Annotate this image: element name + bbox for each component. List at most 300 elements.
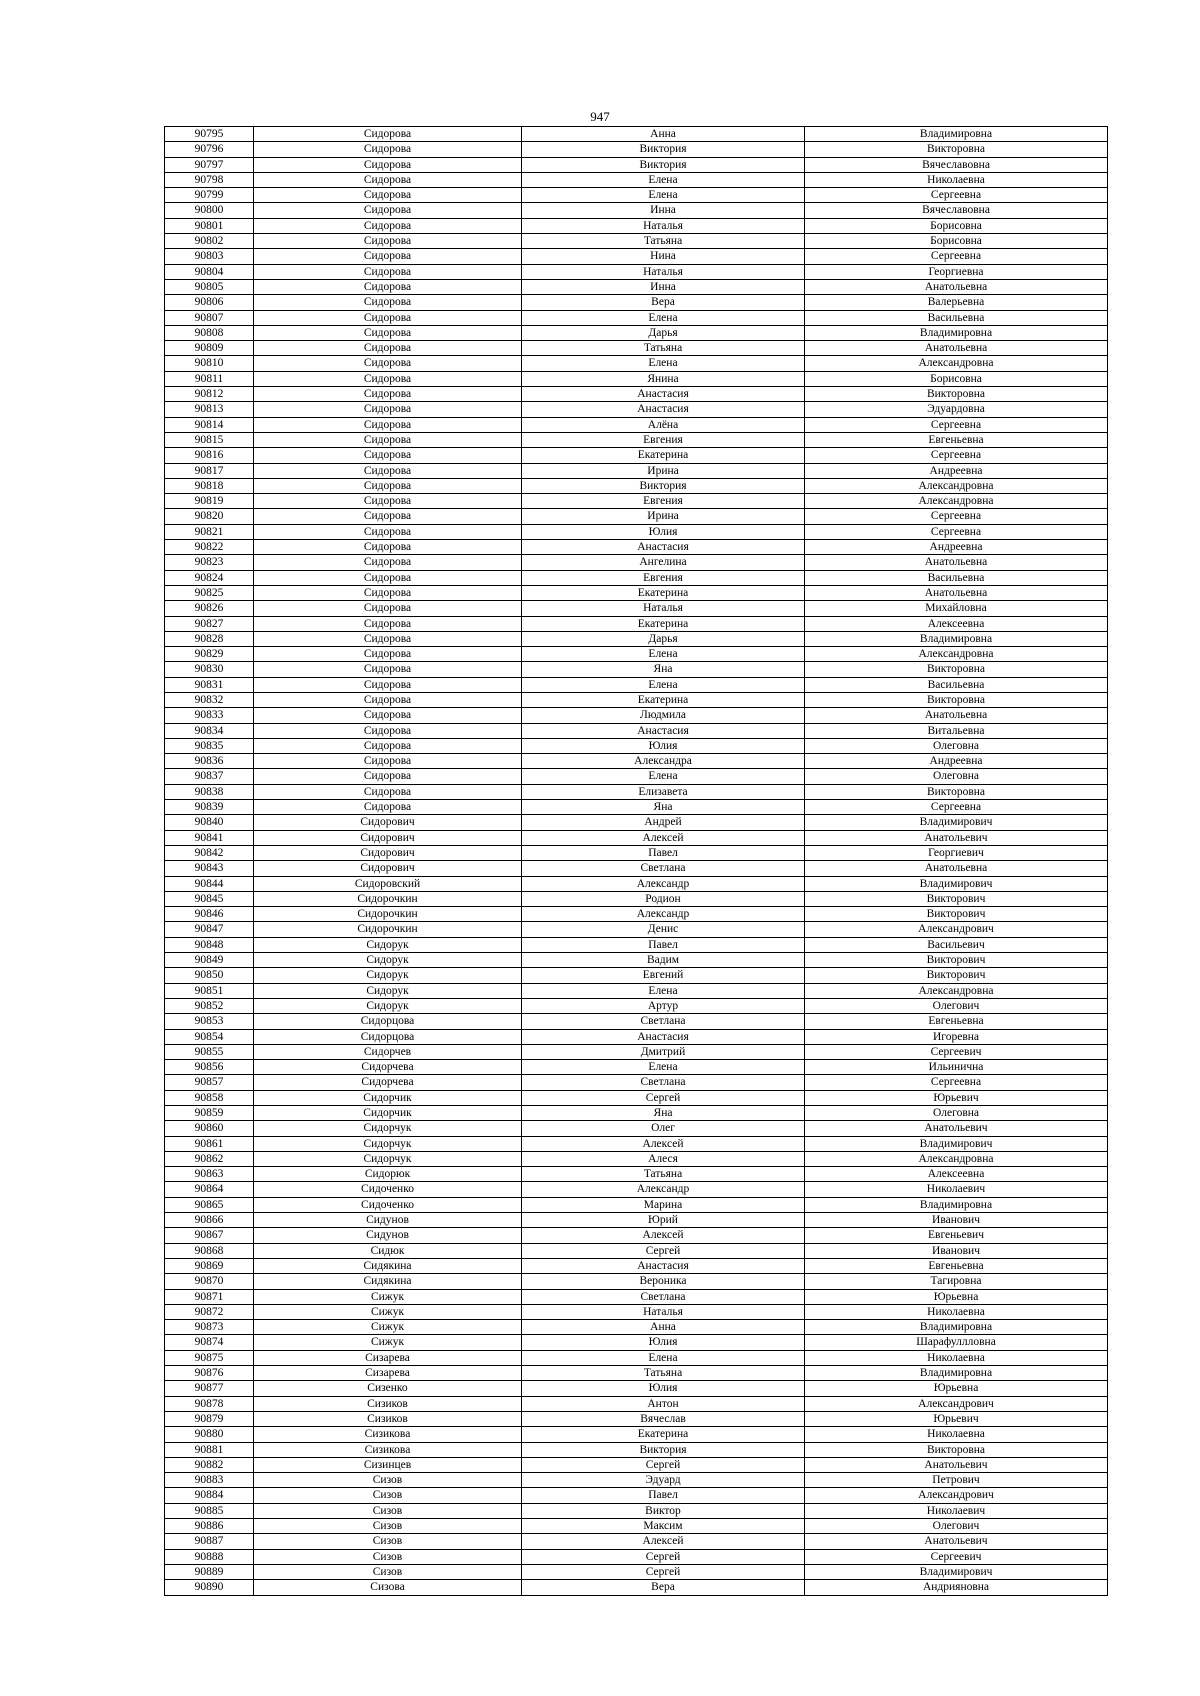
id-cell: 90814 xyxy=(165,418,254,433)
first-name-cell: Сергей xyxy=(522,1458,805,1473)
table-row xyxy=(165,1213,1108,1228)
surname-cell: Сизов xyxy=(254,1550,522,1565)
first-name-cell: Екатерина xyxy=(522,693,805,708)
table-row xyxy=(165,800,1108,815)
first-name-cell: Анастасия xyxy=(522,402,805,417)
id-cell: 90803 xyxy=(165,249,254,264)
patronymic-cell: Анатольевич xyxy=(805,1534,1108,1549)
id-cell: 90846 xyxy=(165,907,254,922)
table-row xyxy=(165,1488,1108,1503)
surname-cell: Сидорчук xyxy=(254,1152,522,1167)
surname-cell: Сидорович xyxy=(254,846,522,861)
id-cell: 90860 xyxy=(165,1121,254,1136)
table-row xyxy=(165,1167,1108,1182)
patronymic-cell: Вячеславовна xyxy=(805,203,1108,218)
surname-cell: Сидорова xyxy=(254,295,522,310)
id-cell: 90797 xyxy=(165,158,254,173)
table-row xyxy=(165,877,1108,892)
table-row xyxy=(165,1290,1108,1305)
patronymic-cell: Сергеевич xyxy=(805,1045,1108,1060)
first-name-cell: Елена xyxy=(522,1060,805,1075)
id-cell: 90876 xyxy=(165,1366,254,1381)
surname-cell: Сизов xyxy=(254,1534,522,1549)
patronymic-cell: Юрьевна xyxy=(805,1290,1108,1305)
patronymic-cell: Борисовна xyxy=(805,234,1108,249)
table-row xyxy=(165,1443,1108,1458)
id-cell: 90813 xyxy=(165,402,254,417)
first-name-cell: Виктория xyxy=(522,479,805,494)
surname-cell: Сидорова xyxy=(254,158,522,173)
id-cell: 90847 xyxy=(165,922,254,937)
surname-cell: Сидорова xyxy=(254,647,522,662)
first-name-cell: Инна xyxy=(522,280,805,295)
table-row xyxy=(165,234,1108,249)
first-name-cell: Александр xyxy=(522,907,805,922)
patronymic-cell: Викторовна xyxy=(805,142,1108,157)
id-cell: 90843 xyxy=(165,861,254,876)
table-row xyxy=(165,1091,1108,1106)
surname-cell: Сидорова xyxy=(254,433,522,448)
id-cell: 90863 xyxy=(165,1167,254,1182)
table-row xyxy=(165,158,1108,173)
surname-cell: Сидорова xyxy=(254,509,522,524)
first-name-cell: Татьяна xyxy=(522,341,805,356)
table-row xyxy=(165,1504,1108,1519)
surname-cell: Сизенко xyxy=(254,1381,522,1396)
patronymic-cell: Александрович xyxy=(805,1488,1108,1503)
id-cell: 90884 xyxy=(165,1488,254,1503)
id-cell: 90869 xyxy=(165,1259,254,1274)
patronymic-cell: Викторовна xyxy=(805,662,1108,677)
table-row xyxy=(165,693,1108,708)
surname-cell: Сидорова xyxy=(254,708,522,723)
id-cell: 90820 xyxy=(165,509,254,524)
first-name-cell: Евгения xyxy=(522,571,805,586)
first-name-cell: Максим xyxy=(522,1519,805,1534)
patronymic-cell: Анатольевна xyxy=(805,555,1108,570)
id-cell: 90855 xyxy=(165,1045,254,1060)
patronymic-cell: Александрович xyxy=(805,1397,1108,1412)
first-name-cell: Родион xyxy=(522,892,805,907)
table-row xyxy=(165,1397,1108,1412)
surname-cell: Сидорук xyxy=(254,984,522,999)
surname-cell: Сидорова xyxy=(254,693,522,708)
id-cell: 90810 xyxy=(165,356,254,371)
id-cell: 90834 xyxy=(165,724,254,739)
first-name-cell: Виктор xyxy=(522,1504,805,1519)
surname-cell: Сидорочкин xyxy=(254,892,522,907)
first-name-cell: Дарья xyxy=(522,632,805,647)
id-cell: 90828 xyxy=(165,632,254,647)
first-name-cell: Дмитрий xyxy=(522,1045,805,1060)
surname-cell: Сидорова xyxy=(254,142,522,157)
id-cell: 90880 xyxy=(165,1427,254,1442)
table-row xyxy=(165,984,1108,999)
table-row xyxy=(165,387,1108,402)
id-cell: 90890 xyxy=(165,1580,254,1595)
first-name-cell: Сергей xyxy=(522,1091,805,1106)
id-cell: 90801 xyxy=(165,219,254,234)
surname-cell: Сидорова xyxy=(254,387,522,402)
surname-cell: Сидорова xyxy=(254,280,522,295)
id-cell: 90821 xyxy=(165,525,254,540)
surname-cell: Сизов xyxy=(254,1488,522,1503)
table-row xyxy=(165,188,1108,203)
first-name-cell: Сергей xyxy=(522,1550,805,1565)
patronymic-cell: Александровна xyxy=(805,647,1108,662)
surname-cell: Сидорова xyxy=(254,311,522,326)
surname-cell: Сидорова xyxy=(254,127,522,142)
table-row xyxy=(165,632,1108,647)
surname-cell: Сидорова xyxy=(254,234,522,249)
id-cell: 90861 xyxy=(165,1137,254,1152)
table-row xyxy=(165,586,1108,601)
id-cell: 90798 xyxy=(165,173,254,188)
first-name-cell: Денис xyxy=(522,922,805,937)
table-row xyxy=(165,341,1108,356)
first-name-cell: Евгения xyxy=(522,494,805,509)
first-name-cell: Алёна xyxy=(522,418,805,433)
patronymic-cell: Васильевна xyxy=(805,678,1108,693)
table-row xyxy=(165,892,1108,907)
patronymic-cell: Ильинична xyxy=(805,1060,1108,1075)
first-name-cell: Светлана xyxy=(522,1075,805,1090)
patronymic-cell: Сергеевна xyxy=(805,509,1108,524)
id-cell: 90854 xyxy=(165,1030,254,1045)
id-cell: 90805 xyxy=(165,280,254,295)
surname-cell: Сидорович xyxy=(254,861,522,876)
id-cell: 90808 xyxy=(165,326,254,341)
patronymic-cell: Николаевна xyxy=(805,1351,1108,1366)
table-row xyxy=(165,1030,1108,1045)
id-cell: 90815 xyxy=(165,433,254,448)
first-name-cell: Анна xyxy=(522,127,805,142)
surname-cell: Сидорова xyxy=(254,448,522,463)
patronymic-cell: Евгеньевич xyxy=(805,1228,1108,1243)
id-cell: 90836 xyxy=(165,754,254,769)
table-row xyxy=(165,509,1108,524)
first-name-cell: Олег xyxy=(522,1121,805,1136)
first-name-cell: Алексей xyxy=(522,1137,805,1152)
table-row xyxy=(165,326,1108,341)
table-row xyxy=(165,525,1108,540)
id-cell: 90873 xyxy=(165,1320,254,1335)
patronymic-cell: Владимирович xyxy=(805,1565,1108,1580)
id-cell: 90832 xyxy=(165,693,254,708)
first-name-cell: Наталья xyxy=(522,1305,805,1320)
id-cell: 90868 xyxy=(165,1244,254,1259)
table-row xyxy=(165,1121,1108,1136)
surname-cell: Сидорова xyxy=(254,464,522,479)
patronymic-cell: Георгиевич xyxy=(805,846,1108,861)
first-name-cell: Вадим xyxy=(522,953,805,968)
id-cell: 90833 xyxy=(165,708,254,723)
patronymic-cell: Юрьевич xyxy=(805,1412,1108,1427)
patronymic-cell: Васильевна xyxy=(805,571,1108,586)
id-cell: 90883 xyxy=(165,1473,254,1488)
surname-cell: Сизиков xyxy=(254,1412,522,1427)
surname-cell: Сидорова xyxy=(254,249,522,264)
id-cell: 90848 xyxy=(165,938,254,953)
first-name-cell: Вера xyxy=(522,295,805,310)
patronymic-cell: Анатольевич xyxy=(805,1121,1108,1136)
patronymic-cell: Андреевна xyxy=(805,754,1108,769)
surname-cell: Сидорова xyxy=(254,800,522,815)
surname-cell: Сидорова xyxy=(254,219,522,234)
surname-cell: Сидорова xyxy=(254,555,522,570)
first-name-cell: Сергей xyxy=(522,1244,805,1259)
surname-cell: Сизов xyxy=(254,1504,522,1519)
patronymic-cell: Евгеньевна xyxy=(805,1259,1108,1274)
table-row xyxy=(165,356,1108,371)
patronymic-cell: Викторовна xyxy=(805,1443,1108,1458)
first-name-cell: Екатерина xyxy=(522,1427,805,1442)
id-cell: 90802 xyxy=(165,234,254,249)
id-cell: 90870 xyxy=(165,1274,254,1289)
surname-cell: Сизов xyxy=(254,1519,522,1534)
surname-cell: Сизикова xyxy=(254,1443,522,1458)
table-row xyxy=(165,1014,1108,1029)
table-row xyxy=(165,1320,1108,1335)
surname-cell: Сидорчук xyxy=(254,1121,522,1136)
id-cell: 90806 xyxy=(165,295,254,310)
patronymic-cell: Николаевич xyxy=(805,1182,1108,1197)
table-row xyxy=(165,1075,1108,1090)
first-name-cell: Светлана xyxy=(522,861,805,876)
table-row xyxy=(165,1182,1108,1197)
patronymic-cell: Викторович xyxy=(805,907,1108,922)
surname-cell: Сизов xyxy=(254,1565,522,1580)
patronymic-cell: Владимировна xyxy=(805,1366,1108,1381)
surname-cell: Сидорчик xyxy=(254,1106,522,1121)
surname-cell: Сидорчик xyxy=(254,1091,522,1106)
id-cell: 90827 xyxy=(165,617,254,632)
id-cell: 90812 xyxy=(165,387,254,402)
table-row xyxy=(165,1228,1108,1243)
surname-cell: Сидорова xyxy=(254,203,522,218)
id-cell: 90804 xyxy=(165,265,254,280)
id-cell: 90859 xyxy=(165,1106,254,1121)
surname-cell: Сидорова xyxy=(254,341,522,356)
surname-cell: Сидорова xyxy=(254,372,522,387)
surname-cell: Сидорова xyxy=(254,754,522,769)
patronymic-cell: Васильевна xyxy=(805,311,1108,326)
first-name-cell: Елизавета xyxy=(522,785,805,800)
first-name-cell: Елена xyxy=(522,647,805,662)
surname-cell: Сидорова xyxy=(254,540,522,555)
table-row xyxy=(165,999,1108,1014)
id-cell: 90864 xyxy=(165,1182,254,1197)
first-name-cell: Алеся xyxy=(522,1152,805,1167)
surname-cell: Сидорук xyxy=(254,968,522,983)
patronymic-cell: Алексеевна xyxy=(805,617,1108,632)
table-row xyxy=(165,1351,1108,1366)
patronymic-cell: Юрьевич xyxy=(805,1091,1108,1106)
surname-cell: Сижук xyxy=(254,1305,522,1320)
first-name-cell: Павел xyxy=(522,1488,805,1503)
patronymic-cell: Анатольевна xyxy=(805,280,1108,295)
first-name-cell: Виктория xyxy=(522,1443,805,1458)
surname-cell: Сидорова xyxy=(254,525,522,540)
id-cell: 90838 xyxy=(165,785,254,800)
surname-cell: Сизарева xyxy=(254,1366,522,1381)
surname-cell: Сизинцев xyxy=(254,1458,522,1473)
patronymic-cell: Владимировна xyxy=(805,1320,1108,1335)
first-name-cell: Александра xyxy=(522,754,805,769)
patronymic-cell: Николаевна xyxy=(805,173,1108,188)
patronymic-cell: Николаевна xyxy=(805,1305,1108,1320)
patronymic-cell: Анатольевич xyxy=(805,831,1108,846)
table-row xyxy=(165,785,1108,800)
patronymic-cell: Сергеевна xyxy=(805,800,1108,815)
first-name-cell: Александр xyxy=(522,877,805,892)
id-cell: 90837 xyxy=(165,769,254,784)
id-cell: 90830 xyxy=(165,662,254,677)
first-name-cell: Андрей xyxy=(522,815,805,830)
table-row xyxy=(165,418,1108,433)
surname-cell: Сидорова xyxy=(254,356,522,371)
id-cell: 90824 xyxy=(165,571,254,586)
patronymic-cell: Николаевич xyxy=(805,1504,1108,1519)
surname-cell: Сидорова xyxy=(254,739,522,754)
id-cell: 90886 xyxy=(165,1519,254,1534)
table-row xyxy=(165,1534,1108,1549)
patronymic-cell: Александровна xyxy=(805,479,1108,494)
table-row xyxy=(165,617,1108,632)
patronymic-cell: Иванович xyxy=(805,1244,1108,1259)
id-cell: 90857 xyxy=(165,1075,254,1090)
table-row xyxy=(165,311,1108,326)
table-row xyxy=(165,203,1108,218)
table-row xyxy=(165,372,1108,387)
id-cell: 90840 xyxy=(165,815,254,830)
id-cell: 90818 xyxy=(165,479,254,494)
table-row xyxy=(165,479,1108,494)
id-cell: 90871 xyxy=(165,1290,254,1305)
surname-cell: Сидорович xyxy=(254,831,522,846)
id-cell: 90874 xyxy=(165,1335,254,1350)
first-name-cell: Татьяна xyxy=(522,234,805,249)
table-row xyxy=(165,1458,1108,1473)
table-row xyxy=(165,739,1108,754)
id-cell: 90865 xyxy=(165,1198,254,1213)
id-cell: 90796 xyxy=(165,142,254,157)
patronymic-cell: Михайловна xyxy=(805,601,1108,616)
patronymic-cell: Петрович xyxy=(805,1473,1108,1488)
first-name-cell: Татьяна xyxy=(522,1167,805,1182)
surname-cell: Сидорчева xyxy=(254,1060,522,1075)
first-name-cell: Елена xyxy=(522,678,805,693)
table-row xyxy=(165,662,1108,677)
surname-cell: Сизарева xyxy=(254,1351,522,1366)
first-name-cell: Елена xyxy=(522,188,805,203)
table-row xyxy=(165,1060,1108,1075)
id-cell: 90858 xyxy=(165,1091,254,1106)
surname-cell: Сидорова xyxy=(254,571,522,586)
patronymic-cell: Борисовна xyxy=(805,372,1108,387)
id-cell: 90831 xyxy=(165,678,254,693)
patronymic-cell: Александровна xyxy=(805,984,1108,999)
table-row xyxy=(165,433,1108,448)
surname-cell: Сизиков xyxy=(254,1397,522,1412)
patronymic-cell: Владимирович xyxy=(805,815,1108,830)
id-cell: 90835 xyxy=(165,739,254,754)
surname-cell: Сидорова xyxy=(254,479,522,494)
table-row xyxy=(165,1381,1108,1396)
patronymic-cell: Владимировна xyxy=(805,632,1108,647)
id-cell: 90807 xyxy=(165,311,254,326)
first-name-cell: Юрий xyxy=(522,1213,805,1228)
id-cell: 90885 xyxy=(165,1504,254,1519)
first-name-cell: Алексей xyxy=(522,1228,805,1243)
table-row xyxy=(165,938,1108,953)
id-cell: 90887 xyxy=(165,1534,254,1549)
id-cell: 90825 xyxy=(165,586,254,601)
patronymic-cell: Васильевич xyxy=(805,938,1108,953)
id-cell: 90851 xyxy=(165,984,254,999)
page-number: 947 xyxy=(590,109,610,124)
surname-cell: Сидорцова xyxy=(254,1014,522,1029)
table-row xyxy=(165,402,1108,417)
table-row xyxy=(165,1519,1108,1534)
table-row xyxy=(165,1412,1108,1427)
first-name-cell: Екатерина xyxy=(522,586,805,601)
surname-cell: Сидякина xyxy=(254,1274,522,1289)
first-name-cell: Виктория xyxy=(522,158,805,173)
patronymic-cell: Владимировна xyxy=(805,326,1108,341)
first-name-cell: Евгений xyxy=(522,968,805,983)
id-cell: 90866 xyxy=(165,1213,254,1228)
first-name-cell: Янина xyxy=(522,372,805,387)
surname-cell: Сидорчук xyxy=(254,1137,522,1152)
surname-cell: Сидюк xyxy=(254,1244,522,1259)
first-name-cell: Инна xyxy=(522,203,805,218)
names-table xyxy=(164,126,1108,1596)
first-name-cell: Нина xyxy=(522,249,805,264)
patronymic-cell: Сергеевна xyxy=(805,448,1108,463)
first-name-cell: Дарья xyxy=(522,326,805,341)
patronymic-cell: Олеговна xyxy=(805,739,1108,754)
patronymic-cell: Эдуардовна xyxy=(805,402,1108,417)
patronymic-cell: Андреевна xyxy=(805,464,1108,479)
first-name-cell: Елена xyxy=(522,356,805,371)
surname-cell: Сидорова xyxy=(254,265,522,280)
surname-cell: Сидорова xyxy=(254,785,522,800)
table-row xyxy=(165,831,1108,846)
first-name-cell: Наталья xyxy=(522,601,805,616)
table-row xyxy=(165,724,1108,739)
table-row xyxy=(165,1244,1108,1259)
patronymic-cell: Юрьевна xyxy=(805,1381,1108,1396)
patronymic-cell: Борисовна xyxy=(805,219,1108,234)
patronymic-cell: Владимировна xyxy=(805,1198,1108,1213)
table-row xyxy=(165,647,1108,662)
first-name-cell: Татьяна xyxy=(522,1366,805,1381)
surname-cell: Сижук xyxy=(254,1290,522,1305)
first-name-cell: Елена xyxy=(522,173,805,188)
id-cell: 90875 xyxy=(165,1351,254,1366)
surname-cell: Сидорук xyxy=(254,999,522,1014)
first-name-cell: Александр xyxy=(522,1182,805,1197)
first-name-cell: Анастасия xyxy=(522,1259,805,1274)
patronymic-cell: Олеговна xyxy=(805,769,1108,784)
first-name-cell: Сергей xyxy=(522,1565,805,1580)
surname-cell: Сидорова xyxy=(254,662,522,677)
id-cell: 90882 xyxy=(165,1458,254,1473)
table-row xyxy=(165,1473,1108,1488)
table-row xyxy=(165,173,1108,188)
first-name-cell: Юлия xyxy=(522,1335,805,1350)
